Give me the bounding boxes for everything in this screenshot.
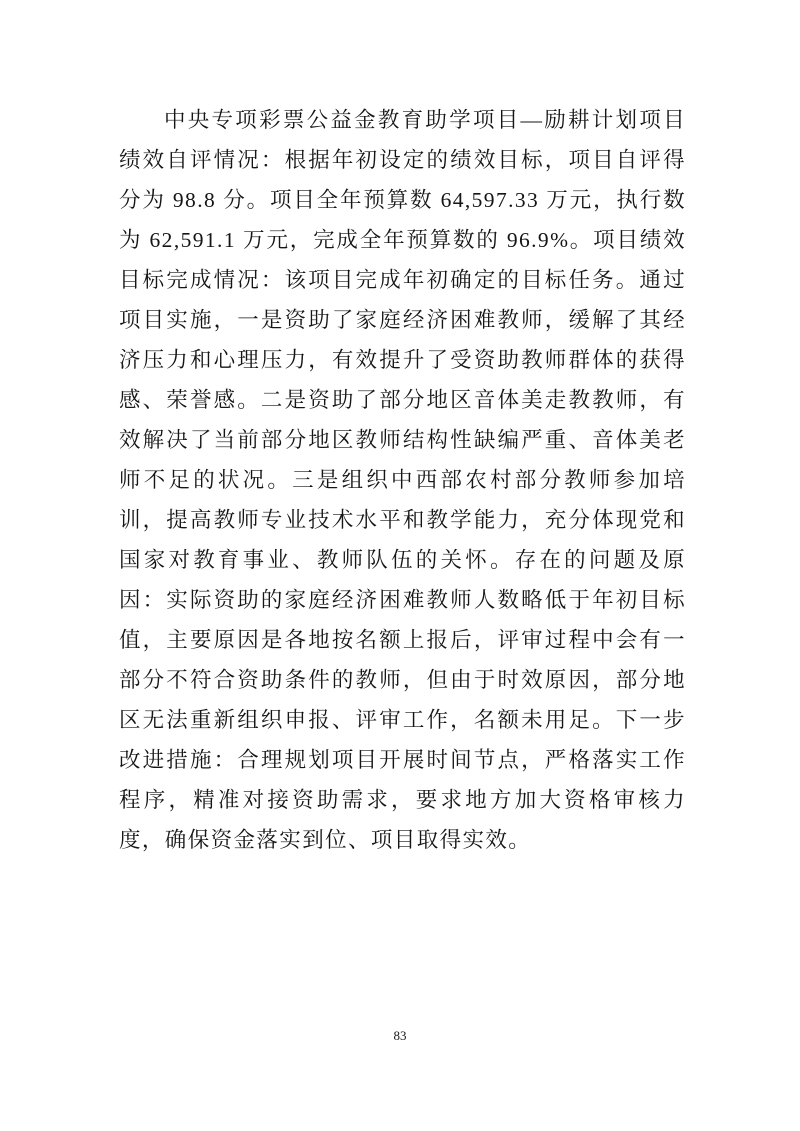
page-number: 83 [393,1028,407,1043]
body-paragraph: 中央专项彩票公益金教育助学项目—励耕计划项目绩效自评情况：根据年初设定的绩效目标，项目自评得分为 98.8 分。项目全年预算数 64,597.33 万元，执行数为 62,591.1 万元，完成全年预算数的 96.9%。项目绩效目标完成情况：该项目完成年初确定的目标任务。通过项目实施，一是资助了家庭经济困难教师，缓解了其经济压力和心理压力，有效提升了受资助教师群体的获得感、荣誉感。二是资助了部分地区音体美走教教师，有效解决了当前部分地区教师结构性缺编严重、音体美老师不足的状况。三是组织中西部农村部分教师参加培训，提高教师专业技术水平和教学能力，充分体现党和国家对教育事业、教师队伍的关怀。存在的问题及原因：实际资助的家庭经济困难教师人数略低于年初目标值，主要原因是各地按名额上报后，评审过程中会有一部分不符合资助条件的教师，但由于时效原因，部分地区无法重新组织申报、评审工作，名额未用足。下一步改进措施：合理规划项目开展时间节点，严格落实工作程序，精准对接资助需求，要求地方加大资格审核力度，确保资金落实到位、项目取得实效。 [119,108,686,852]
text-block [119,100,686,860]
